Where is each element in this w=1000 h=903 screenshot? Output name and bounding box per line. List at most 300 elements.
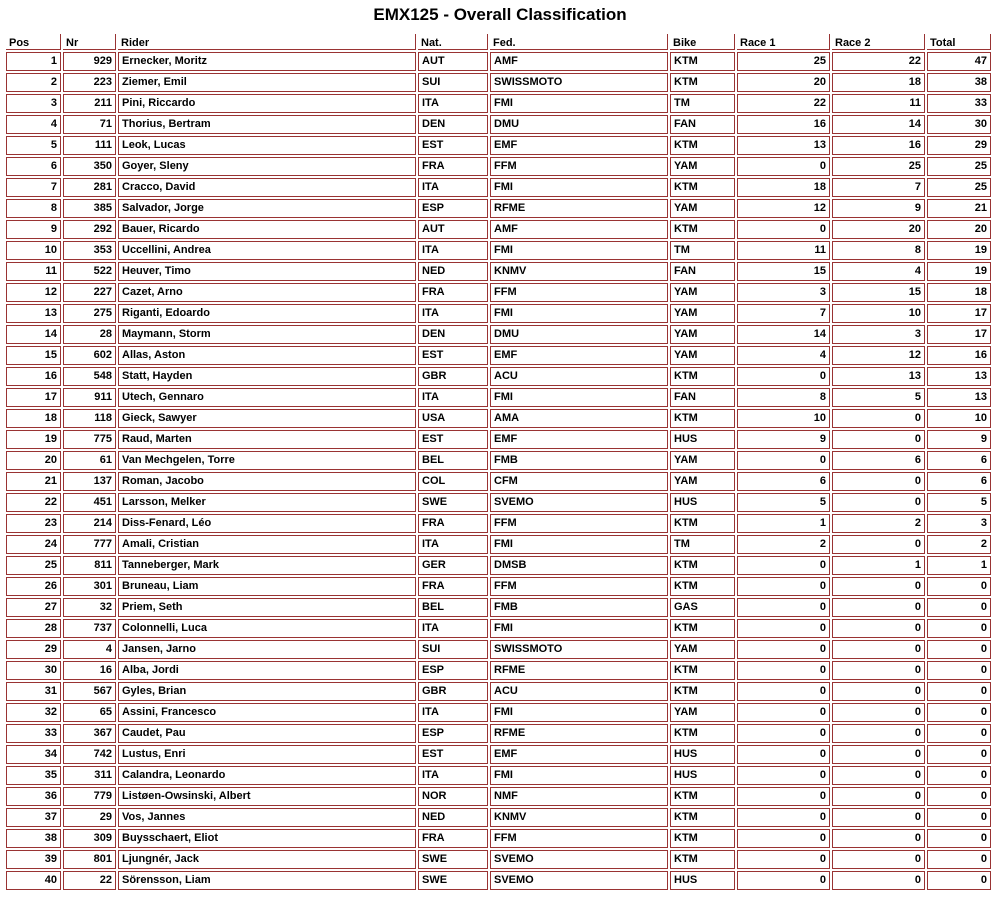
- cell-total: 0: [927, 577, 991, 596]
- cell-race1: 16: [737, 115, 830, 134]
- cell-race1: 9: [737, 430, 830, 449]
- cell-rider: Ziemer, Emil: [118, 73, 416, 92]
- cell-rider: Amali, Cristian: [118, 535, 416, 554]
- cell-bike: KTM: [670, 367, 735, 386]
- cell-rider: Goyer, Sleny: [118, 157, 416, 176]
- cell-race1: 25: [737, 52, 830, 71]
- cell-bike: TM: [670, 94, 735, 113]
- cell-nr: 811: [63, 556, 116, 575]
- cell-bike: KTM: [670, 724, 735, 743]
- cell-fed: ACU: [490, 367, 668, 386]
- cell-total: 17: [927, 304, 991, 323]
- cell-nr: 385: [63, 199, 116, 218]
- cell-total: 25: [927, 157, 991, 176]
- cell-total: 0: [927, 745, 991, 764]
- cell-bike: YAM: [670, 157, 735, 176]
- table-row: [6, 829, 991, 848]
- cell-fed: EMF: [490, 346, 668, 365]
- table-row: [6, 325, 991, 344]
- table-row: [6, 94, 991, 113]
- cell-race1: 0: [737, 598, 830, 617]
- cell-total: 25: [927, 178, 991, 197]
- cell-race2: 18: [832, 73, 925, 92]
- cell-pos: 18: [6, 409, 61, 428]
- cell-bike: FAN: [670, 388, 735, 407]
- cell-total: 13: [927, 367, 991, 386]
- cell-race1: 7: [737, 304, 830, 323]
- cell-total: 0: [927, 850, 991, 869]
- cell-race1: 5: [737, 493, 830, 512]
- cell-nr: 775: [63, 430, 116, 449]
- cell-nr: 61: [63, 451, 116, 470]
- cell-fed: ACU: [490, 682, 668, 701]
- column-header-race1: Race 1: [737, 34, 830, 50]
- cell-fed: NMF: [490, 787, 668, 806]
- cell-pos: 39: [6, 850, 61, 869]
- cell-pos: 16: [6, 367, 61, 386]
- cell-nr: 548: [63, 367, 116, 386]
- cell-nat: GBR: [418, 682, 488, 701]
- cell-fed: FFM: [490, 514, 668, 533]
- cell-fed: KNMV: [490, 262, 668, 281]
- cell-total: 6: [927, 451, 991, 470]
- table-row: [6, 577, 991, 596]
- cell-rider: Listøen-Owsinski, Albert: [118, 787, 416, 806]
- cell-race2: 25: [832, 157, 925, 176]
- cell-race2: 15: [832, 283, 925, 302]
- cell-race2: 0: [832, 703, 925, 722]
- table-row: [6, 430, 991, 449]
- cell-race2: 0: [832, 535, 925, 554]
- cell-fed: FFM: [490, 157, 668, 176]
- table-row: [6, 871, 991, 890]
- table-row: [6, 73, 991, 92]
- cell-rider: Maymann, Storm: [118, 325, 416, 344]
- cell-fed: FMB: [490, 598, 668, 617]
- cell-race1: 14: [737, 325, 830, 344]
- cell-rider: Calandra, Leonardo: [118, 766, 416, 785]
- cell-rider: Salvador, Jorge: [118, 199, 416, 218]
- cell-nr: 353: [63, 241, 116, 260]
- cell-total: 0: [927, 640, 991, 659]
- cell-race1: 18: [737, 178, 830, 197]
- cell-race2: 0: [832, 430, 925, 449]
- cell-bike: KTM: [670, 73, 735, 92]
- cell-nat: ITA: [418, 535, 488, 554]
- cell-race2: 0: [832, 577, 925, 596]
- table-row: [6, 661, 991, 680]
- cell-pos: 6: [6, 157, 61, 176]
- cell-fed: AMA: [490, 409, 668, 428]
- cell-race1: 13: [737, 136, 830, 155]
- cell-nr: 71: [63, 115, 116, 134]
- cell-bike: YAM: [670, 283, 735, 302]
- cell-race1: 11: [737, 241, 830, 260]
- cell-total: 0: [927, 619, 991, 638]
- column-header-total: Total: [927, 34, 991, 50]
- cell-race2: 12: [832, 346, 925, 365]
- cell-rider: Cracco, David: [118, 178, 416, 197]
- cell-bike: KTM: [670, 682, 735, 701]
- cell-race2: 0: [832, 682, 925, 701]
- cell-bike: YAM: [670, 451, 735, 470]
- cell-rider: Larsson, Melker: [118, 493, 416, 512]
- cell-nat: ITA: [418, 178, 488, 197]
- table-row: [6, 514, 991, 533]
- cell-nat: FRA: [418, 514, 488, 533]
- cell-race2: 2: [832, 514, 925, 533]
- cell-race1: 10: [737, 409, 830, 428]
- cell-bike: KTM: [670, 52, 735, 71]
- cell-total: 13: [927, 388, 991, 407]
- cell-rider: Utech, Gennaro: [118, 388, 416, 407]
- cell-nr: 223: [63, 73, 116, 92]
- cell-total: 2: [927, 535, 991, 554]
- cell-bike: HUS: [670, 745, 735, 764]
- table-row: [6, 808, 991, 827]
- cell-nat: ITA: [418, 619, 488, 638]
- cell-bike: FAN: [670, 115, 735, 134]
- cell-total: 9: [927, 430, 991, 449]
- cell-pos: 27: [6, 598, 61, 617]
- table-row: [6, 535, 991, 554]
- table-row: [6, 388, 991, 407]
- cell-race1: 0: [737, 157, 830, 176]
- cell-pos: 33: [6, 724, 61, 743]
- cell-rider: Colonnelli, Luca: [118, 619, 416, 638]
- cell-rider: Leok, Lucas: [118, 136, 416, 155]
- cell-pos: 36: [6, 787, 61, 806]
- cell-nat: ESP: [418, 199, 488, 218]
- cell-race2: 16: [832, 136, 925, 155]
- cell-total: 0: [927, 682, 991, 701]
- cell-total: 21: [927, 199, 991, 218]
- classification-table: [4, 32, 993, 892]
- table-row: [6, 556, 991, 575]
- cell-bike: KTM: [670, 808, 735, 827]
- results-table-body: [6, 52, 991, 890]
- table-row: [6, 766, 991, 785]
- page-title: EMX125 - Overall Classification: [373, 5, 627, 24]
- cell-rider: Jansen, Jarno: [118, 640, 416, 659]
- cell-race2: 13: [832, 367, 925, 386]
- table-row: [6, 178, 991, 197]
- column-header-pos: Pos: [6, 34, 61, 50]
- cell-rider: Riganti, Edoardo: [118, 304, 416, 323]
- table-row: [6, 472, 991, 491]
- cell-race1: 0: [737, 556, 830, 575]
- cell-nr: 111: [63, 136, 116, 155]
- cell-bike: KTM: [670, 787, 735, 806]
- cell-race1: 4: [737, 346, 830, 365]
- cell-total: 0: [927, 787, 991, 806]
- cell-nr: 301: [63, 577, 116, 596]
- cell-nat: BEL: [418, 451, 488, 470]
- cell-total: 18: [927, 283, 991, 302]
- cell-fed: EMF: [490, 430, 668, 449]
- cell-nat: ESP: [418, 724, 488, 743]
- cell-nr: 28: [63, 325, 116, 344]
- cell-fed: EMF: [490, 745, 668, 764]
- cell-race1: 0: [737, 850, 830, 869]
- cell-nat: FRA: [418, 283, 488, 302]
- cell-race2: 1: [832, 556, 925, 575]
- cell-total: 6: [927, 472, 991, 491]
- cell-fed: SWISSMOTO: [490, 640, 668, 659]
- cell-race1: 0: [737, 451, 830, 470]
- cell-rider: Diss-Fenard, Léo: [118, 514, 416, 533]
- cell-rider: Priem, Seth: [118, 598, 416, 617]
- cell-bike: YAM: [670, 472, 735, 491]
- cell-pos: 24: [6, 535, 61, 554]
- cell-fed: RFME: [490, 661, 668, 680]
- cell-rider: Tanneberger, Mark: [118, 556, 416, 575]
- cell-total: 0: [927, 808, 991, 827]
- cell-nat: FRA: [418, 157, 488, 176]
- cell-race1: 0: [737, 661, 830, 680]
- cell-pos: 1: [6, 52, 61, 71]
- cell-pos: 37: [6, 808, 61, 827]
- column-header-nat: Nat.: [418, 34, 488, 50]
- cell-rider: Cazet, Arno: [118, 283, 416, 302]
- cell-pos: 28: [6, 619, 61, 638]
- cell-bike: YAM: [670, 346, 735, 365]
- cell-nr: 29: [63, 808, 116, 827]
- cell-rider: Uccellini, Andrea: [118, 241, 416, 260]
- cell-pos: 31: [6, 682, 61, 701]
- cell-race2: 0: [832, 661, 925, 680]
- cell-nr: 742: [63, 745, 116, 764]
- cell-total: 16: [927, 346, 991, 365]
- cell-race2: 0: [832, 871, 925, 890]
- table-row: [6, 367, 991, 386]
- cell-nat: GBR: [418, 367, 488, 386]
- cell-pos: 29: [6, 640, 61, 659]
- cell-nat: ITA: [418, 304, 488, 323]
- cell-fed: DMSB: [490, 556, 668, 575]
- cell-nr: 137: [63, 472, 116, 491]
- cell-nr: 801: [63, 850, 116, 869]
- cell-race2: 5: [832, 388, 925, 407]
- cell-bike: YAM: [670, 325, 735, 344]
- cell-pos: 2: [6, 73, 61, 92]
- cell-nr: 367: [63, 724, 116, 743]
- cell-race1: 6: [737, 472, 830, 491]
- cell-pos: 40: [6, 871, 61, 890]
- cell-total: 30: [927, 115, 991, 134]
- table-row: [6, 52, 991, 71]
- cell-pos: 3: [6, 94, 61, 113]
- cell-race1: 1: [737, 514, 830, 533]
- cell-rider: Vos, Jannes: [118, 808, 416, 827]
- table-row: [6, 409, 991, 428]
- cell-fed: FMI: [490, 178, 668, 197]
- cell-race2: 0: [832, 472, 925, 491]
- cell-bike: GAS: [670, 598, 735, 617]
- cell-nat: ITA: [418, 703, 488, 722]
- cell-bike: KTM: [670, 850, 735, 869]
- cell-rider: Ernecker, Moritz: [118, 52, 416, 71]
- cell-pos: 34: [6, 745, 61, 764]
- cell-fed: DMU: [490, 325, 668, 344]
- cell-race2: 0: [832, 787, 925, 806]
- table-row: [6, 724, 991, 743]
- cell-nat: FRA: [418, 577, 488, 596]
- cell-bike: KTM: [670, 661, 735, 680]
- cell-race1: 0: [737, 829, 830, 848]
- cell-nat: NED: [418, 262, 488, 281]
- cell-total: 0: [927, 661, 991, 680]
- cell-fed: SWISSMOTO: [490, 73, 668, 92]
- cell-rider: Roman, Jacobo: [118, 472, 416, 491]
- cell-nat: EST: [418, 745, 488, 764]
- table-row: [6, 640, 991, 659]
- cell-race2: 6: [832, 451, 925, 470]
- cell-rider: Van Mechgelen, Torre: [118, 451, 416, 470]
- cell-nat: ITA: [418, 388, 488, 407]
- cell-rider: Pini, Riccardo: [118, 94, 416, 113]
- cell-nat: DEN: [418, 115, 488, 134]
- cell-race1: 0: [737, 640, 830, 659]
- table-row: [6, 199, 991, 218]
- cell-race1: 3: [737, 283, 830, 302]
- cell-rider: Bruneau, Liam: [118, 577, 416, 596]
- cell-nat: ESP: [418, 661, 488, 680]
- cell-race1: 0: [737, 787, 830, 806]
- cell-fed: FMI: [490, 304, 668, 323]
- cell-race2: 20: [832, 220, 925, 239]
- cell-race1: 0: [737, 220, 830, 239]
- cell-total: 19: [927, 262, 991, 281]
- cell-fed: SVEMO: [490, 493, 668, 512]
- cell-race1: 0: [737, 871, 830, 890]
- table-row: [6, 220, 991, 239]
- cell-total: 33: [927, 94, 991, 113]
- cell-race2: 0: [832, 598, 925, 617]
- cell-nat: GER: [418, 556, 488, 575]
- cell-fed: FFM: [490, 829, 668, 848]
- table-row: [6, 682, 991, 701]
- cell-bike: YAM: [670, 640, 735, 659]
- cell-pos: 15: [6, 346, 61, 365]
- cell-pos: 19: [6, 430, 61, 449]
- column-header-fed: Fed.: [490, 34, 668, 50]
- cell-total: 38: [927, 73, 991, 92]
- table-row: [6, 598, 991, 617]
- cell-nr: 522: [63, 262, 116, 281]
- cell-bike: KTM: [670, 556, 735, 575]
- cell-nr: 779: [63, 787, 116, 806]
- table-row: [6, 283, 991, 302]
- cell-pos: 7: [6, 178, 61, 197]
- cell-total: 10: [927, 409, 991, 428]
- cell-bike: TM: [670, 241, 735, 260]
- cell-rider: Assini, Francesco: [118, 703, 416, 722]
- cell-bike: KTM: [670, 136, 735, 155]
- cell-rider: Statt, Hayden: [118, 367, 416, 386]
- cell-nat: ITA: [418, 94, 488, 113]
- cell-pos: 25: [6, 556, 61, 575]
- cell-bike: HUS: [670, 871, 735, 890]
- cell-rider: Caudet, Pau: [118, 724, 416, 743]
- cell-nat: ITA: [418, 766, 488, 785]
- cell-pos: 14: [6, 325, 61, 344]
- cell-fed: DMU: [490, 115, 668, 134]
- cell-fed: EMF: [490, 136, 668, 155]
- cell-pos: 23: [6, 514, 61, 533]
- cell-race2: 0: [832, 850, 925, 869]
- cell-race2: 0: [832, 640, 925, 659]
- cell-total: 5: [927, 493, 991, 512]
- cell-pos: 5: [6, 136, 61, 155]
- cell-race2: 7: [832, 178, 925, 197]
- cell-bike: YAM: [670, 199, 735, 218]
- cell-fed: FFM: [490, 577, 668, 596]
- cell-nr: 118: [63, 409, 116, 428]
- cell-nr: 309: [63, 829, 116, 848]
- cell-race1: 20: [737, 73, 830, 92]
- cell-rider: Sörensson, Liam: [118, 871, 416, 890]
- cell-race1: 0: [737, 577, 830, 596]
- cell-pos: 9: [6, 220, 61, 239]
- table-row: [6, 304, 991, 323]
- cell-race1: 0: [737, 703, 830, 722]
- cell-race1: 22: [737, 94, 830, 113]
- cell-race2: 0: [832, 766, 925, 785]
- table-row: [6, 703, 991, 722]
- cell-fed: RFME: [490, 199, 668, 218]
- column-header-rider: Rider: [118, 34, 416, 50]
- cell-bike: KTM: [670, 829, 735, 848]
- cell-race1: 8: [737, 388, 830, 407]
- cell-pos: 13: [6, 304, 61, 323]
- cell-nat: EST: [418, 136, 488, 155]
- cell-rider: Alba, Jordi: [118, 661, 416, 680]
- cell-total: 0: [927, 766, 991, 785]
- cell-rider: Gyles, Brian: [118, 682, 416, 701]
- cell-pos: 22: [6, 493, 61, 512]
- cell-bike: KTM: [670, 409, 735, 428]
- cell-pos: 20: [6, 451, 61, 470]
- cell-bike: YAM: [670, 703, 735, 722]
- cell-race2: 0: [832, 619, 925, 638]
- cell-fed: FMI: [490, 241, 668, 260]
- cell-nr: 929: [63, 52, 116, 71]
- cell-pos: 21: [6, 472, 61, 491]
- cell-race2: 0: [832, 409, 925, 428]
- cell-race2: 0: [832, 724, 925, 743]
- cell-nat: USA: [418, 409, 488, 428]
- cell-rider: Bauer, Ricardo: [118, 220, 416, 239]
- cell-total: 17: [927, 325, 991, 344]
- cell-race2: 9: [832, 199, 925, 218]
- cell-bike: FAN: [670, 262, 735, 281]
- cell-fed: SVEMO: [490, 850, 668, 869]
- cell-bike: HUS: [670, 766, 735, 785]
- table-row: [6, 136, 991, 155]
- cell-total: 0: [927, 724, 991, 743]
- cell-race2: 0: [832, 745, 925, 764]
- cell-nr: 602: [63, 346, 116, 365]
- cell-nr: 275: [63, 304, 116, 323]
- cell-nr: 451: [63, 493, 116, 512]
- cell-bike: TM: [670, 535, 735, 554]
- cell-pos: 32: [6, 703, 61, 722]
- cell-nat: NED: [418, 808, 488, 827]
- cell-fed: KNMV: [490, 808, 668, 827]
- cell-total: 19: [927, 241, 991, 260]
- cell-pos: 4: [6, 115, 61, 134]
